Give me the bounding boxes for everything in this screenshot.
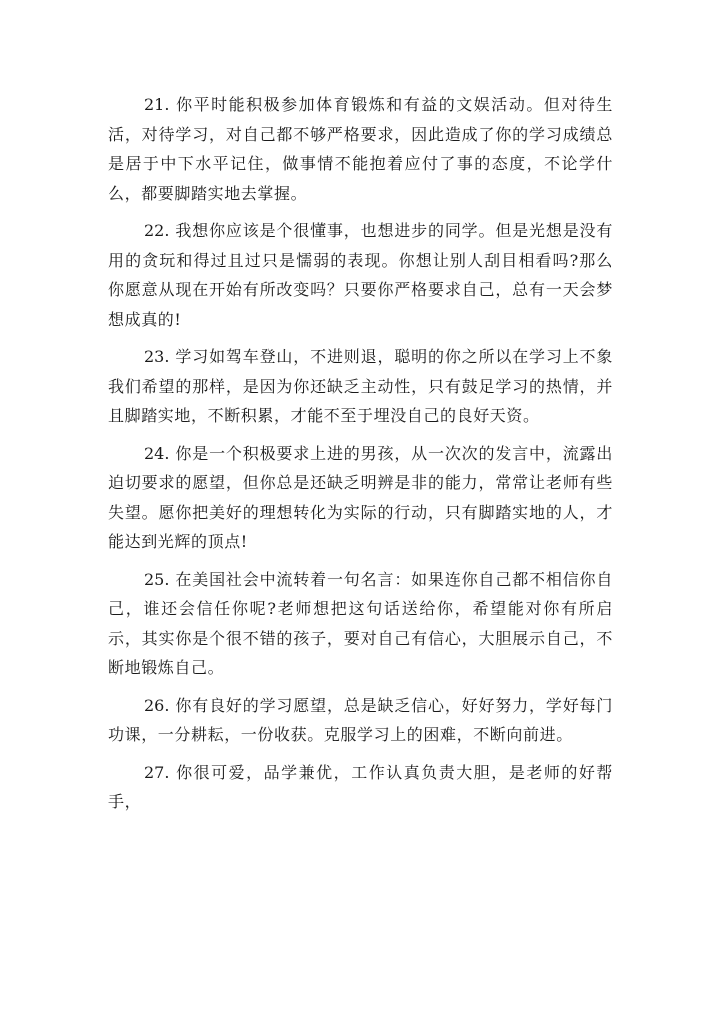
paragraph-text: 在美国社会中流转着一句名言：如果连你自己都不相信你自己，谁还会信任你呢?老师想把这句话送给你，希望能对你有所启示，其实你是个很不错的孩子，要对自己有信心，大胆展示自己，不断地锻炼自己。	[108, 569, 614, 677]
paragraph-25	[108, 565, 613, 683]
paragraph-number: 27.	[144, 762, 170, 782]
paragraph-text: 你有良好的学习愿望，总是缺乏信心，好好努力，学好每门功课，一分耕耘，一份收获。克服学习上的困难，不断向前进。	[108, 695, 614, 744]
paragraph-number: 26.	[144, 695, 170, 715]
paragraph-21	[108, 90, 613, 208]
paragraph-text: 你是一个积极要求上进的男孩，从一次次的发言中，流露出迫切要求的愿望，但你总是还缺乏明辨是非的能力，常常让老师有些失望。愿你把美好的理想转化为实际的行动，只有脚踏实地的人，才能达到光辉的顶点!	[108, 443, 614, 551]
paragraph-number: 21.	[144, 95, 170, 114]
paragraph-text: 你平时能积极参加体育锻炼和有益的文娱活动。但对待生活，对待学习，对自己都不够严格要求，因此造成了你的学习成绩总是居于中下水平记住，做事情不能抱着应付了事的态度，不论学什么，都要脚踏实地去掌握。	[108, 95, 613, 203]
paragraph-26	[108, 691, 613, 750]
paragraph-number: 24.	[144, 443, 170, 463]
paragraph-number: 25.	[144, 569, 170, 589]
paragraph-text: 你很可爱，品学兼优，工作认真负责大胆，是老师的好帮手，	[108, 762, 613, 811]
paragraph-27	[108, 758, 613, 817]
paragraph-22	[108, 216, 613, 334]
paragraph-text: 学习如驾车登山，不进则退，聪明的你之所以在学习上不象我们希望的那样，是因为你还缺乏主动性，只有鼓足学习的热情，并且脚踏实地，不断积累，才能不至于埋没自己的良好天资。	[108, 347, 614, 425]
paragraph-24	[108, 439, 613, 557]
paragraph-text: 我想你应该是个很懂事，也想进步的同学。但是光想是没有用的贪玩和得过且过只是懦弱的表现。你想让别人刮目相看吗?那么你愿意从现在开始有所改变吗？只要你严格要求自己，总有一天会梦想成真的!	[108, 221, 614, 329]
paragraph-number: 22.	[144, 221, 170, 240]
document-body	[108, 90, 613, 825]
paragraph-number: 23.	[144, 347, 170, 366]
paragraph-23	[108, 342, 613, 431]
